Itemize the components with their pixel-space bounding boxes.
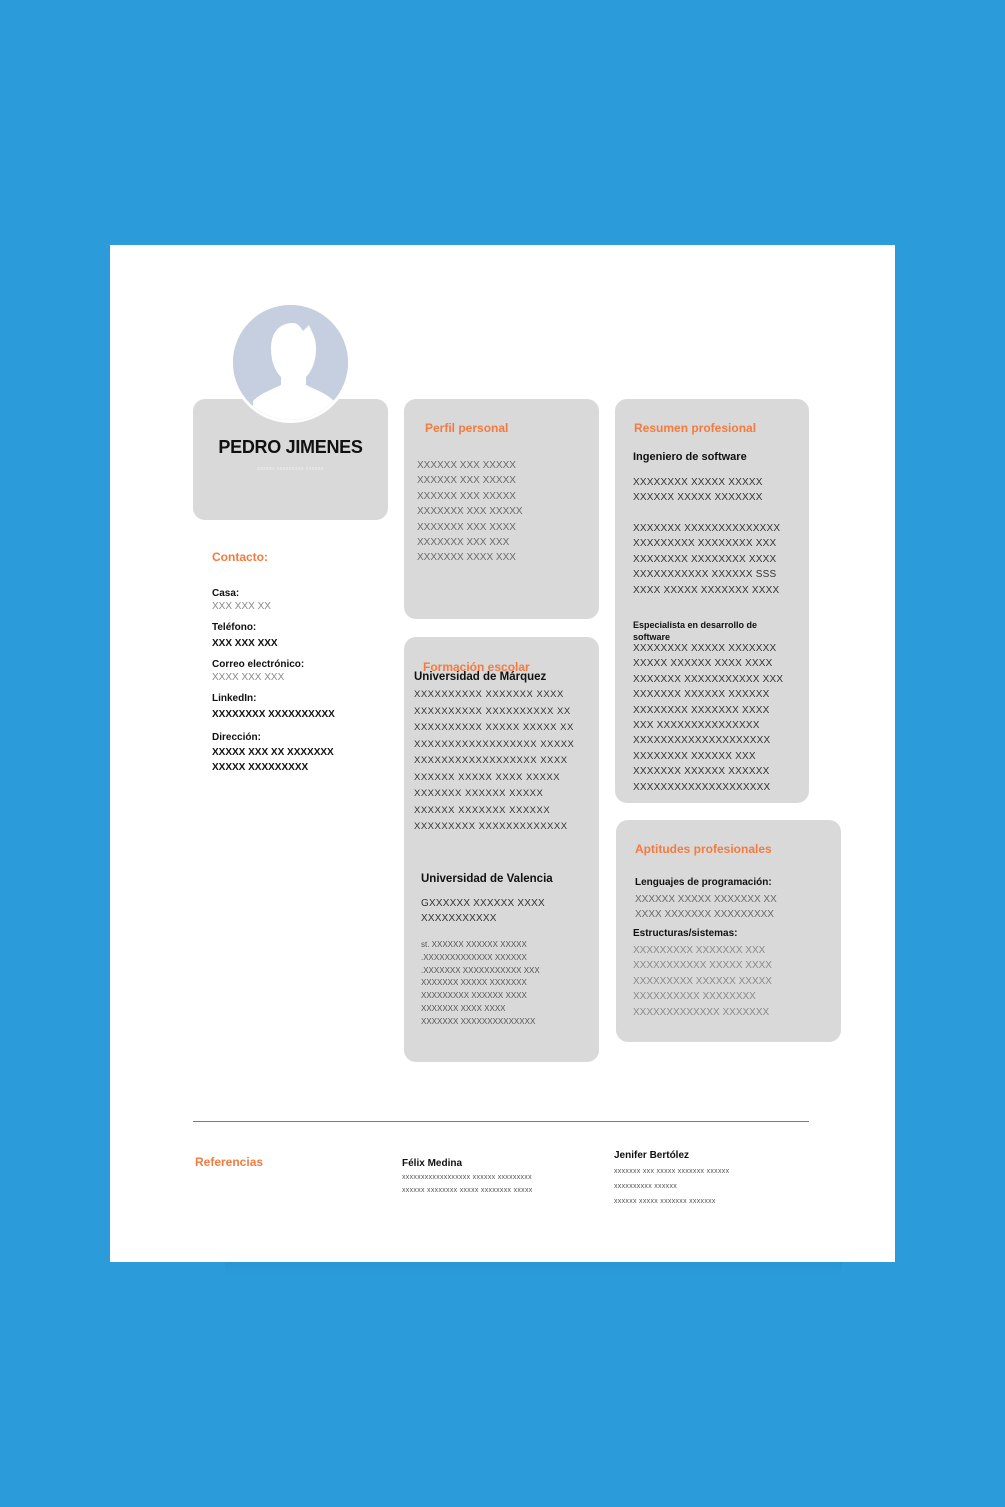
role2-line: XXXXXXXX XXXXXXX XXXX (633, 704, 770, 716)
estructuras-line: XXXXXXXXXXX XXXXX XXXX (633, 960, 772, 972)
role2-line: XXXXXXXX XXXXX XXXXXXX (633, 643, 777, 654)
resume-page (110, 245, 895, 1262)
aptitudes-card (616, 820, 841, 1042)
lenguajes-line: XXXX XXXXXXX XXXXXXXXX (635, 909, 774, 921)
contact-section (212, 550, 382, 775)
role1-detail-line: XXXXXXX XXXXXXXXXXXXXX (633, 523, 781, 534)
estructuras-line: XXXXXXXXX XXXXXX XXXXX (633, 975, 772, 987)
uni2-name: Universidad de Valencia (421, 873, 553, 885)
uni1-line: XXXXXXXXXX XXXXXXX XXXX (414, 689, 564, 700)
uni1-line: XXXXXXXXX XXXXXXXXXXXXX (414, 821, 568, 832)
formacion-card (404, 637, 599, 1062)
role1-summary (633, 475, 763, 506)
uni2-line: GXXXXXX XXXXXX XXXX (421, 898, 545, 909)
role1-line: XXXXXX XXXXX XXXXXXX (633, 492, 763, 504)
uni2-detail-line: .XXXXXXX XXXXXXXXXXX XXX (421, 965, 540, 975)
uni1-line: XXXXXXXXXX XXXXXXXXXX XX (414, 705, 571, 717)
ref1-name: Félix Medina (402, 1158, 463, 1169)
role1-detail-line: XXXXXXXX XXXXXXXX XXXX (633, 553, 777, 565)
uni2-detail-line: st. XXXXXX XXXXXX XXXXX (421, 940, 527, 949)
estructuras-line: XXXXXXXXXXXXX XXXXXXX (633, 1006, 770, 1018)
direccion-line: XXXXX XXXXXXXXX (212, 762, 309, 773)
direccion-line: XXXXX XXX XX XXXXXXX (212, 747, 334, 758)
candidate-subtitle: xxxxxx xxxxxxxxx xxxxxx (257, 466, 324, 472)
aptitudes-title: Aptitudes profesionales (635, 842, 772, 856)
formacion-title: Formación escolar (423, 660, 530, 674)
estructuras-line: XXXXXXXXXX XXXXXXXX (633, 991, 756, 1003)
uni1-line: XXXXXXXXXX XXXXX XXXXX XX (414, 722, 574, 733)
lenguajes-text (635, 892, 777, 923)
lenguajes-line: XXXXXX XXXXX XXXXXXX XX (635, 894, 777, 905)
correo-label: Correo electrónico: (212, 659, 305, 670)
uni1-line: XXXXXX XXXXX XXXX XXXXX (414, 771, 561, 783)
contact-title: Contacto: (212, 550, 268, 564)
role2-line: XXXXXXXXXXXXXXXXXXXX (633, 781, 771, 793)
uni1-text (414, 687, 574, 836)
role1-detail-line: XXXXXXXXX XXXXXXXX XXX (633, 538, 777, 550)
role2-title: Especialista en desarrollo de software (633, 620, 758, 642)
correo-value: XXXX XXX XXX (212, 672, 285, 683)
avatar-placeholder (230, 302, 351, 423)
telefono-value: XXX XXX XXX (212, 638, 278, 649)
uni1-line: XXXXXXXXXXXXXXXXXX XXXX (414, 755, 568, 766)
role1-line: XXXXXXXX XXXXX XXXXX (633, 477, 763, 488)
perfil-line: XXXXXXX XXX XXXXX (417, 506, 523, 518)
uni2-text (421, 896, 545, 927)
telefono-label: Teléfono: (212, 622, 257, 633)
role1-title: Ingeniero de software (633, 451, 747, 463)
role2-line: XXX XXXXXXXXXXXXXXX (633, 720, 760, 732)
perfil-line: XXXXXXX XXX XXXX (417, 521, 516, 533)
ref1-line: xxxxxxxxxxxxxxxxxx xxxxxx xxxxxxxxx (402, 1174, 532, 1181)
estructuras-text (633, 943, 772, 1020)
uni1-line: XXXXXXX XXXXXX XXXXX (414, 788, 544, 799)
estructuras-line: XXXXXXXXX XXXXXXX XXX (633, 945, 766, 956)
linkedin-value: XXXXXXXX XXXXXXXXXX (212, 709, 335, 720)
resumen-title: Resumen profesional (634, 421, 757, 435)
page-shadow (225, 1262, 842, 1276)
uni2-detail-line: .XXXXXXXXXXXXX XXXXXX (421, 952, 527, 962)
perfil-line: XXXXXX XXX XXXXX (417, 475, 516, 487)
role2-details (633, 641, 783, 795)
ref2-line: xxxxxxx xxx xxxxx xxxxxxx xxxxxx (614, 1168, 730, 1175)
uni1-line: XXXXXXXXXXXXXXXXXX XXXXX (414, 738, 575, 750)
perfil-line: XXXXXXX XXXX XXX (417, 552, 516, 564)
ref2-line: xxxxxx xxxxx xxxxxxx xxxxxxx (614, 1198, 716, 1205)
ref1-line: xxxxxx xxxxxxxx xxxxx xxxxxxxx xxxxx (402, 1187, 533, 1194)
resumen-card (615, 399, 809, 803)
ref2-line: xxxxxxxxxx xxxxxx (614, 1183, 678, 1190)
role2-line: XXXXXXXX XXXXXX XXX (633, 750, 756, 762)
uni2-detail-line: XXXXXXX XXXX XXXX (421, 1003, 506, 1013)
role1-detail-line: XXXXXXXXXXX XXXXXX SSS (633, 569, 777, 581)
reference-1 (402, 1158, 533, 1197)
references-divider (193, 1121, 809, 1122)
estructuras-label: Estructuras/sistemas: (633, 928, 738, 939)
uni2-detail-line: XXXXXXXXX XXXXXX XXXX (421, 991, 527, 1001)
perfil-text (417, 458, 523, 566)
ref2-name: Jenifer Bertólez (614, 1150, 690, 1161)
reference-2 (614, 1150, 729, 1209)
casa-label: Casa: (212, 588, 240, 599)
direccion-label: Dirección: (212, 732, 261, 743)
role1-detail-line: XXXX XXXXX XXXXXXX XXXX (633, 584, 780, 596)
uni1-line: XXXXXX XXXXXXX XXXXXX (414, 804, 551, 816)
perfil-card (404, 399, 599, 619)
role2-line: XXXXXXX XXXXXX XXXXXX (633, 689, 770, 701)
casa-value: XXX XXX XX (212, 601, 271, 612)
referencias-title: Referencias (195, 1155, 264, 1169)
perfil-line: XXXXXXX XXX XXX (417, 537, 510, 549)
lenguajes-label: Lenguajes de programación: (635, 877, 772, 888)
uni1-name: Universidad de Márquez (414, 671, 547, 683)
perfil-line: XXXXXX XXX XXXXX (417, 490, 516, 502)
uni2-details (421, 939, 540, 1029)
candidate-name: PEDRO JIMENES (218, 437, 363, 457)
role2-line: XXXXX XXXXXX XXXX XXXX (633, 658, 773, 670)
linkedin-label: LinkedIn: (212, 693, 257, 704)
role2-line: XXXXXXXXXXXXXXXXXXXX (633, 735, 771, 747)
role2-line: XXXXXXX XXXXXX XXXXXX (633, 766, 770, 778)
uni2-detail-line: XXXXXXX XXXXX XXXXXXX (421, 978, 527, 988)
perfil-title: Perfil personal (425, 421, 509, 435)
perfil-line: XXXXXX XXX XXXXX (417, 460, 516, 471)
role1-details (633, 521, 780, 598)
uni2-line: XXXXXXXXXXX (421, 913, 497, 925)
uni2-detail-line: XXXXXXX XXXXXXXXXXXXXX (421, 1016, 536, 1026)
role2-line: XXXXXXX XXXXXXXXXXX XXX (633, 673, 784, 685)
